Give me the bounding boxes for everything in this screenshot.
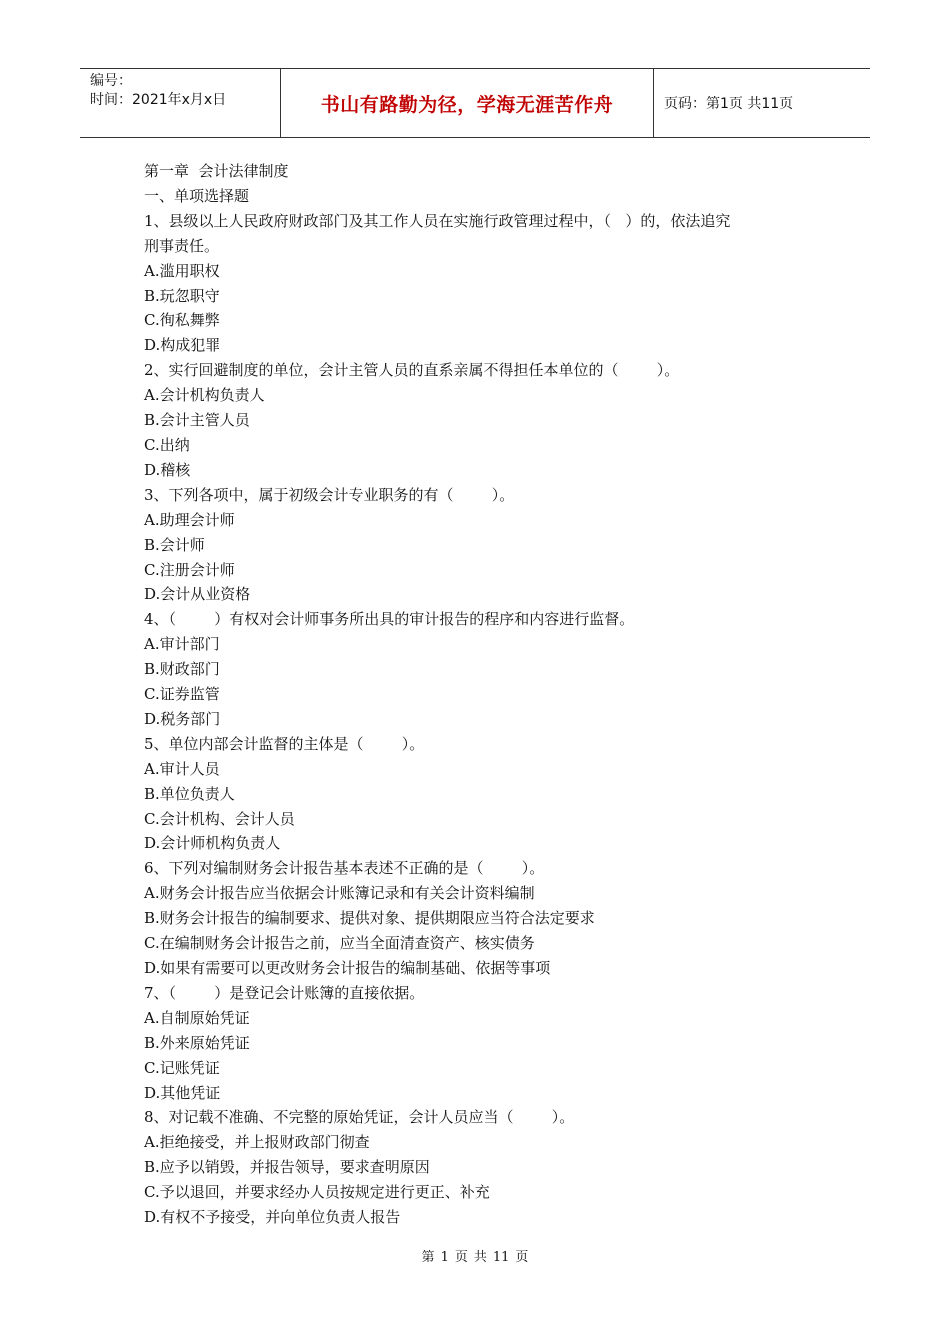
document-line: D.稽核 bbox=[144, 460, 191, 479]
document-line: A.滥用职权 bbox=[144, 261, 220, 280]
number-label: 编号： bbox=[90, 73, 132, 89]
document-line: B.应予以销毁，并报告领导，要求查明原因 bbox=[144, 1158, 430, 1177]
footer-ye2: 页 bbox=[515, 1250, 529, 1265]
document-line: 第一章 会计法律制度 bbox=[144, 162, 289, 180]
document-line: A.助理会计师 bbox=[144, 510, 235, 529]
document-line: A.自制原始凭证 bbox=[144, 1008, 250, 1027]
document-line: 1、县级以上人民政府财政部门及其工作人员在实施行政管理过程中，（ ）的，依法追究 bbox=[144, 211, 731, 230]
document-line: B.财政部门 bbox=[144, 660, 220, 679]
footer-gong: 共 bbox=[473, 1250, 487, 1265]
footer-total-pages: 11 bbox=[492, 1250, 510, 1265]
motto-text: 书山有路勤为径，学海无涯苦作舟 bbox=[320, 93, 614, 116]
header-middle-cell bbox=[281, 69, 654, 137]
document-body bbox=[144, 159, 824, 1230]
document-line: D.会计从业资格 bbox=[144, 585, 251, 604]
page-info: 页码：第1页 共11页 bbox=[664, 96, 794, 112]
document-line: A.会计机构负责人 bbox=[144, 386, 265, 405]
footer-page-number: 1 bbox=[440, 1250, 449, 1265]
document-line: 7、（ ）是登记会计账簿的直接依据。 bbox=[144, 983, 425, 1002]
document-line: D.税务部门 bbox=[144, 709, 221, 728]
document-line: 5、单位内部会计监督的主体是（ ）。 bbox=[144, 734, 425, 753]
document-line: D.如果有需要可以更改财务会计报告的编制基础、依据等事项 bbox=[144, 959, 551, 977]
document-line: B.会计师 bbox=[144, 535, 205, 554]
document-line: C.在编制财务会计报告之前，应当全面清查资产、核实债务 bbox=[144, 934, 535, 953]
document-line: C.记账凭证 bbox=[144, 1058, 220, 1077]
document-line: C.注册会计师 bbox=[144, 560, 235, 579]
document-line: 一、单项选择题 bbox=[144, 186, 250, 205]
document-line: B.会计主管人员 bbox=[144, 411, 250, 430]
document-line: 4、（ ）有权对会计师事务所出具的审计报告的程序和内容进行监督。 bbox=[144, 610, 635, 629]
document-line: 3、下列各项中，属于初级会计专业职务的有（ ）。 bbox=[144, 485, 515, 504]
document-line: D.构成犯罪 bbox=[144, 336, 221, 355]
document-line: B.单位负责人 bbox=[144, 784, 235, 803]
document-line: B.财务会计报告的编制要求、提供对象、提供期限应当符合法定要求 bbox=[144, 909, 595, 928]
document-line: D.其他凭证 bbox=[144, 1083, 221, 1102]
document-line: B.外来原始凭证 bbox=[144, 1033, 250, 1052]
document-line: A.拒绝接受，并上报财政部门彻查 bbox=[144, 1133, 370, 1152]
header-left-cell bbox=[80, 69, 281, 137]
document-line: 8、对记载不准确、不完整的原始凭证，会计人员应当（ ）。 bbox=[144, 1108, 575, 1127]
document-line: C.出纳 bbox=[144, 435, 190, 454]
document-line: C.予以退回，并要求经办人员按规定进行更正、补充 bbox=[144, 1183, 490, 1202]
page-footer bbox=[0, 1246, 950, 1265]
document-line: 6、下列对编制财务会计报告基本表述不正确的是（ ）。 bbox=[144, 859, 545, 878]
document-line: A.审计人员 bbox=[144, 759, 220, 778]
document-line: B.玩忽职守 bbox=[144, 286, 220, 305]
document-line: C.会计机构、会计人员 bbox=[144, 809, 295, 828]
footer-ye: 页 bbox=[454, 1250, 468, 1265]
footer-di: 第 bbox=[421, 1250, 435, 1265]
document-line: 2、实行回避制度的单位，会计主管人员的直系亲属不得担任本单位的（ ）。 bbox=[144, 361, 680, 380]
document-line: D.有权不予接受，并向单位负责人报告 bbox=[144, 1208, 401, 1227]
document-header bbox=[80, 68, 870, 138]
time-label: 时间：2021年x月x日 bbox=[90, 92, 227, 108]
document-line: A.财务会计报告应当依据会计账簿记录和有关会计资料编制 bbox=[144, 884, 535, 903]
document-line: D.会计师机构负责人 bbox=[144, 834, 281, 853]
document-line: C.证券监管 bbox=[144, 685, 220, 704]
document-line: A.审计部门 bbox=[144, 635, 220, 654]
document-line: 刑事责任。 bbox=[144, 236, 220, 255]
header-right-cell bbox=[654, 69, 870, 137]
document-line: C.徇私舞弊 bbox=[144, 311, 220, 330]
